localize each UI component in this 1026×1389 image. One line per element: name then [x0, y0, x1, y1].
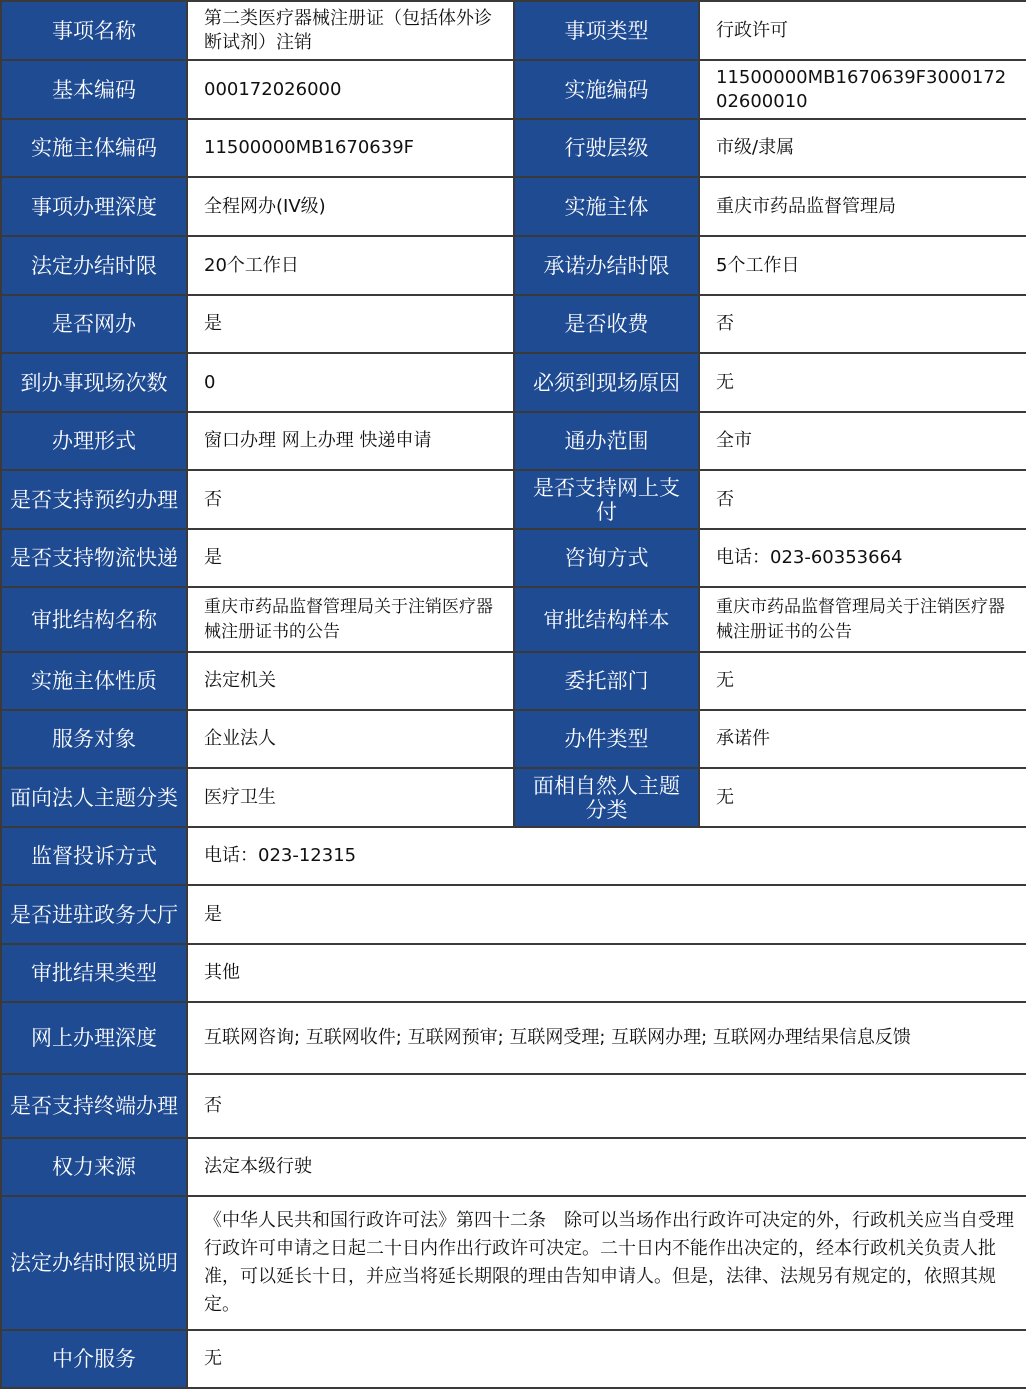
row-appointment [1, 470, 1026, 529]
value-entrusted-dept: 无 [699, 652, 1026, 710]
label-terminal: 是否支持终端办理 [1, 1074, 187, 1138]
value-promised-time-limit: 5个工作日 [699, 236, 1026, 295]
value-online-payment: 否 [699, 470, 1026, 529]
label-service-target: 服务对象 [1, 710, 187, 768]
label-subject-code: 实施主体编码 [1, 119, 187, 177]
row-online-depth [1, 1002, 1026, 1074]
value-service-hall: 是 [187, 885, 1026, 944]
row-service-hall [1, 885, 1026, 944]
row-power-source [1, 1138, 1026, 1196]
row-subject-code [1, 119, 1026, 177]
label-legal-person-theme: 面向法人主题分类 [1, 768, 187, 827]
row-handling-form [1, 412, 1026, 470]
value-legal-time-limit: 20个工作日 [187, 236, 514, 295]
value-terminal: 否 [187, 1074, 1026, 1138]
row-onsite-visits [1, 353, 1026, 412]
label-consultation: 咨询方式 [514, 529, 699, 587]
value-handling-form: 窗口办理 网上办理 快递申请 [187, 412, 514, 470]
label-promised-time-limit: 承诺办结时限 [514, 236, 699, 295]
value-intermediary: 无 [187, 1330, 1026, 1388]
label-online-payment: 是否支持网上支付 [514, 470, 699, 529]
label-legal-time-limit: 法定办结时限 [1, 236, 187, 295]
label-basic-code: 基本编码 [1, 60, 187, 119]
label-natural-person-theme: 面相自然人主题分类 [514, 768, 699, 827]
label-approval-result-sample: 审批结构样本 [514, 587, 699, 652]
value-power-source: 法定本级行驶 [187, 1138, 1026, 1196]
label-approval-result-name: 审批结构名称 [1, 587, 187, 652]
row-time-limit-note [1, 1196, 1026, 1330]
label-complaint: 监督投诉方式 [1, 827, 187, 885]
label-service-scope: 通办范围 [514, 412, 699, 470]
label-online: 是否网办 [1, 295, 187, 353]
row-legal-time-limit [1, 236, 1026, 295]
row-theme-category [1, 768, 1026, 827]
value-implementation-code: 11500000MB1670639F300017202600010 [699, 60, 1026, 119]
value-matter-name: 第二类医疗器械注册证（包括体外诊断试剂）注销 [187, 1, 514, 60]
label-time-limit-note: 法定办结时限说明 [1, 1196, 187, 1330]
value-result-type: 其他 [187, 944, 1026, 1002]
row-result-type [1, 944, 1026, 1002]
row-complaint [1, 827, 1026, 885]
row-intermediary [1, 1330, 1026, 1388]
value-service-scope: 全市 [699, 412, 1026, 470]
row-logistics [1, 529, 1026, 587]
value-consultation: 电话：023-60353664 [699, 529, 1026, 587]
row-handling-depth [1, 177, 1026, 236]
label-subject-nature: 实施主体性质 [1, 652, 187, 710]
value-online-depth: 互联网咨询; 互联网收件; 互联网预审; 互联网受理; 互联网办理; 互联网办理结果信息反馈 [187, 1002, 1026, 1074]
value-implementing-body: 重庆市药品监督管理局 [699, 177, 1026, 236]
row-matter-name [1, 1, 1026, 60]
value-appointment: 否 [187, 470, 514, 529]
label-implementation-code: 实施编码 [514, 60, 699, 119]
label-logistics: 是否支持物流快递 [1, 529, 187, 587]
value-case-type: 承诺件 [699, 710, 1026, 768]
value-onsite-reason: 无 [699, 353, 1026, 412]
value-legal-person-theme: 医疗卫生 [187, 768, 514, 827]
label-handling-form: 办理形式 [1, 412, 187, 470]
row-service-target [1, 710, 1026, 768]
value-approval-result-name: 重庆市药品监督管理局关于注销医疗器械注册证书的公告 [187, 587, 514, 652]
value-exercise-level: 市级/隶属 [699, 119, 1026, 177]
label-handling-depth: 事项办理深度 [1, 177, 187, 236]
value-approval-result-sample: 重庆市药品监督管理局关于注销医疗器械注册证书的公告 [699, 587, 1026, 652]
label-fee: 是否收费 [514, 295, 699, 353]
label-online-depth: 网上办理深度 [1, 1002, 187, 1074]
value-subject-code: 11500000MB1670639F [187, 119, 514, 177]
label-implementing-body: 实施主体 [514, 177, 699, 236]
value-fee: 否 [699, 295, 1026, 353]
label-exercise-level: 行驶层级 [514, 119, 699, 177]
value-onsite-visits: 0 [187, 353, 514, 412]
value-handling-depth: 全程网办(IV级) [187, 177, 514, 236]
value-basic-code: 000172026000 [187, 60, 514, 119]
label-case-type: 办件类型 [514, 710, 699, 768]
value-online: 是 [187, 295, 514, 353]
label-intermediary: 中介服务 [1, 1330, 187, 1388]
row-online [1, 295, 1026, 353]
value-subject-nature: 法定机关 [187, 652, 514, 710]
row-subject-nature [1, 652, 1026, 710]
value-complaint: 电话：023-12315 [187, 827, 1026, 885]
row-terminal [1, 1074, 1026, 1138]
label-entrusted-dept: 委托部门 [514, 652, 699, 710]
label-matter-type: 事项类型 [514, 1, 699, 60]
value-natural-person-theme: 无 [699, 768, 1026, 827]
value-service-target: 企业法人 [187, 710, 514, 768]
row-approval-result-name [1, 587, 1026, 652]
label-appointment: 是否支持预约办理 [1, 470, 187, 529]
label-service-hall: 是否进驻政务大厅 [1, 885, 187, 944]
row-basic-code [1, 60, 1026, 119]
value-logistics: 是 [187, 529, 514, 587]
label-onsite-reason: 必须到现场原因 [514, 353, 699, 412]
label-result-type: 审批结果类型 [1, 944, 187, 1002]
label-power-source: 权力来源 [1, 1138, 187, 1196]
label-matter-name: 事项名称 [1, 1, 187, 60]
label-onsite-visits: 到办事现场次数 [1, 353, 187, 412]
value-time-limit-note: 《中华人民共和国行政许可法》第四十二条 除可以当场作出行政许可决定的外，行政机关应当自受理行政许可申请之日起二十日内作出行政许可决定。二十日内不能作出决定的，经本行政机关负责人批准，可以延长十日，并应当将延长期限的理由告知申请人。但是，法律、法规另有规定的，依照其规定。 [187, 1196, 1026, 1330]
value-matter-type: 行政许可 [699, 1, 1026, 60]
